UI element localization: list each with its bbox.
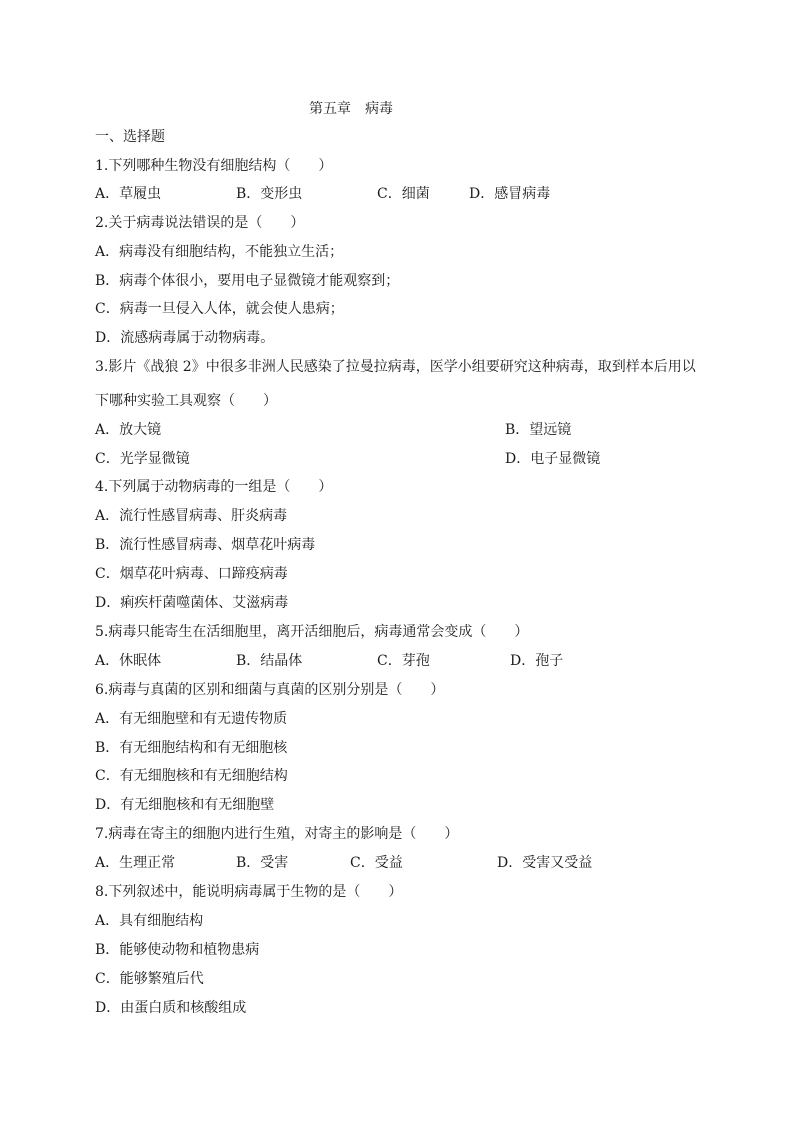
section-heading: 一、选择题 [95,129,165,145]
question-3-option-c: C．光学显微镜 [95,451,190,467]
question-1-option-b: B．变形虫 [236,186,303,202]
question-8-option-c: C．能够繁殖后代 [95,971,204,987]
question-7-option-a: A．生理正常 [95,855,176,871]
question-5-option-c: C．芽孢 [377,653,430,669]
question-2-option-b: B．病毒个体很小，要用电子显微镜才能观察到； [95,273,400,289]
question-3-option-d: D．电子显微镜 [505,451,601,467]
question-1-option-a: A．草履虫 [95,186,162,202]
question-8-stem: 8.下列叙述中，能说明病毒属于生物的是（ ） [95,884,403,900]
question-6-option-a: A．有无细胞壁和有无遗传物质 [95,711,288,727]
question-7-stem: 7.病毒在寄主的细胞内进行生殖，对寄主的影响是（ ） [95,826,459,842]
chapter-label: 第五章 [309,101,351,117]
question-4-option-d: D．痢疾杆菌噬菌体、艾滋病毒 [95,595,289,611]
question-4-option-c: C．烟草花叶病毒、口蹄疫病毒 [95,566,288,582]
question-3-stem-line-2: 下哪种实验工具观察（ ） [95,393,277,409]
question-6-option-b: B．有无细胞结构和有无细胞核 [95,740,288,756]
question-6-stem: 6.病毒与真菌的区别和细菌与真菌的区别分别是（ ） [95,682,445,698]
question-4-option-b: B．流行性感冒病毒、烟草花叶病毒 [95,537,316,553]
question-2-option-d: D．流感病毒属于动物病毒。 [95,330,275,346]
question-5-option-d: D．孢子 [510,653,564,669]
question-1-option-d: D．感冒病毒 [469,186,551,202]
question-1-option-c: C．细菌 [377,186,430,202]
question-5-stem: 5.病毒只能寄生在活细胞里，离开活细胞后，病毒通常会变成（ ） [95,624,529,640]
question-4-option-a: A．流行性感冒病毒、肝炎病毒 [95,508,288,524]
question-7-option-d: D．受害又受益 [497,855,593,871]
question-7-option-b: B．受害 [236,855,289,871]
question-3-option-b: B．望远镜 [505,422,572,438]
question-3-stem-line-1: 3.影片《战狼 2》中很多非洲人民感染了拉曼拉病毒，医学小组要研究这种病毒，取到样本后用以 [95,359,696,375]
question-7-option-c: C．受益 [350,855,403,871]
question-5-option-b: B．结晶体 [236,653,303,669]
question-4-stem: 4.下列属于动物病毒的一组是（ ） [95,479,333,495]
question-2-option-c: C．病毒一旦侵入人体，就会使人患病； [95,301,344,317]
question-5-option-a: A．休眠体 [95,653,162,669]
question-8-option-d: D．由蛋白质和核酸组成 [95,1000,247,1016]
question-8-option-b: B．能够使动物和植物患病 [95,942,260,958]
chapter-topic: 病毒 [365,101,393,117]
question-2-option-a: A．病毒没有细胞结构，不能独立生活； [95,244,344,260]
page-title [309,99,393,119]
question-3-option-a: A．放大镜 [95,422,162,438]
question-2-stem: 2.关于病毒说法错误的是（ ） [95,215,305,231]
question-6-option-d: D．有无细胞核和有无细胞壁 [95,797,275,813]
question-8-option-a: A．具有细胞结构 [95,913,204,929]
question-6-option-c: C．有无细胞核和有无细胞结构 [95,768,288,784]
question-1-stem: 1.下列哪种生物没有细胞结构（ ） [95,158,333,174]
